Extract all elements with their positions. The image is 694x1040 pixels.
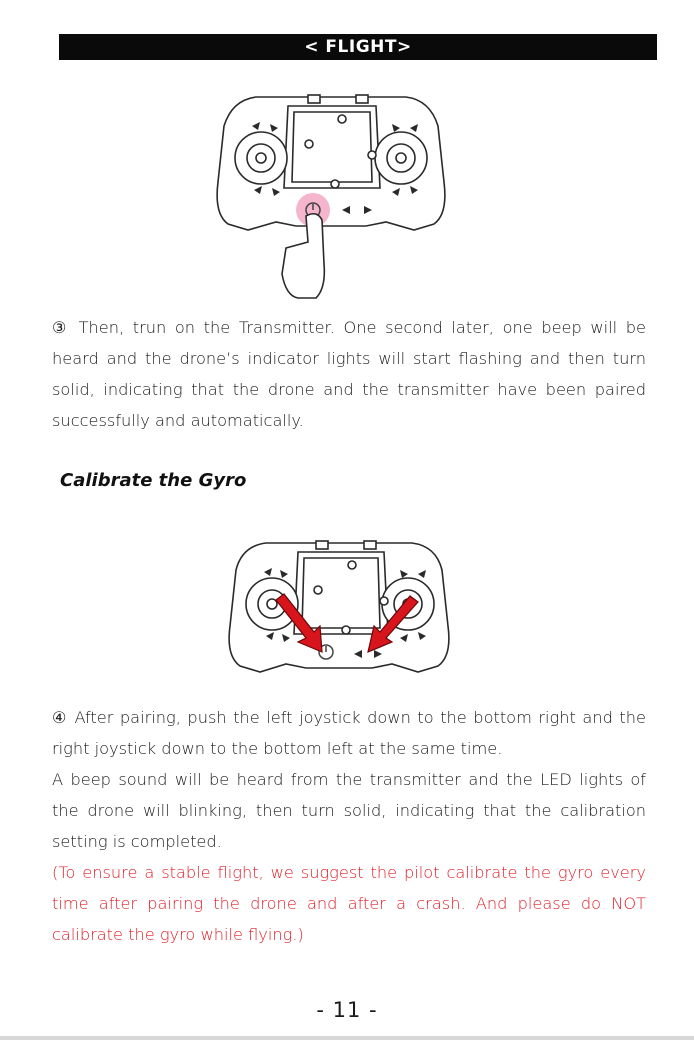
page-bottom-edge — [0, 1036, 694, 1040]
calibration-note: (To ensure a stable flight, we suggest the pilot calibrate the gyro every time after pairing the drone and after a crash. And please do NOT calibrate the gyro while flying.) — [52, 863, 646, 944]
transmitter-power-on-illustration — [216, 92, 446, 304]
step-3-paragraph — [52, 312, 646, 436]
page-number: - 11 - — [316, 998, 378, 1022]
step-3-marker: ③ — [52, 318, 70, 337]
step-4-marker: ④ — [52, 708, 68, 727]
step-4-instruction: After pairing, push the left joystick down to the bottom right and the right joystick down to the bottom left at the same time. — [52, 708, 646, 758]
step-3-text: Then, trun on the Transmitter. One second later, one beep will be heard and the drone’s indicator lights will start flashing and then turn solid, indicating that the drone and the transmitter have been paired successfully and automatically. — [52, 318, 646, 430]
calibrate-gyro-heading: Calibrate the Gyro — [60, 470, 247, 491]
section-title: < FLIGHT> — [304, 37, 412, 57]
gyro-calibration-illustration — [228, 538, 450, 676]
section-header — [59, 34, 657, 60]
step-4-result-text: A beep sound will be heard from the transmitter and the LED lights of the drone will blinking, then turn solid, indicating that the calibration setting is completed. — [52, 770, 646, 851]
step-4-paragraph — [52, 702, 646, 950]
